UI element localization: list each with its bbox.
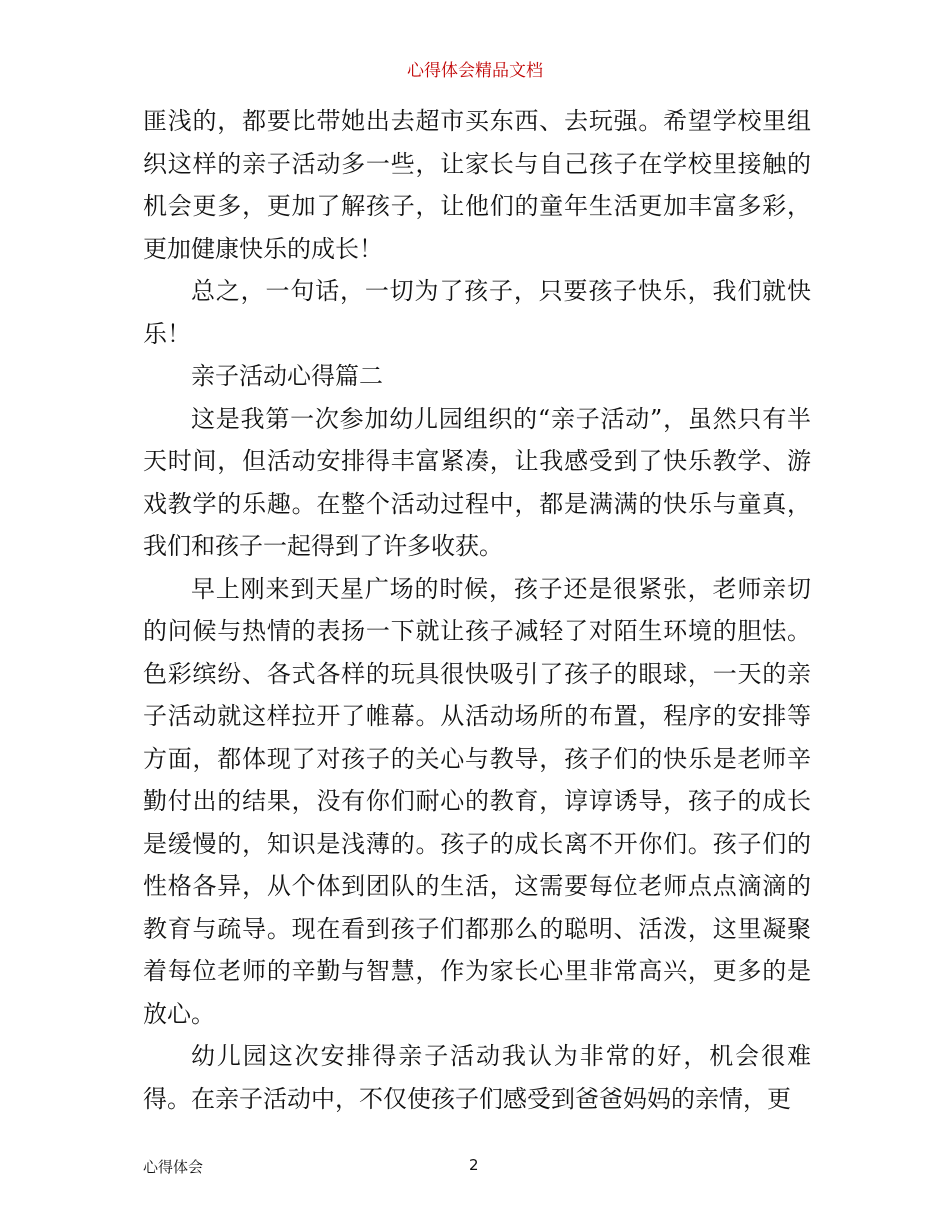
- page-number: 2: [469, 1156, 479, 1174]
- paragraph: 幼儿园这次安排得亲子活动我认为非常的好，机会很难得。在亲子活动中，不仅使孩子们感受到爸爸妈妈的亲情，更: [143, 1042, 811, 1113]
- paragraph: 总之，一句话，一切为了孩子，只要孩子快乐，我们就快乐！: [143, 277, 811, 348]
- paragraph: 匪浅的，都要比带她出去超市买东西、去玩强。希望学校里组织这样的亲子活动多一些，让家长与自己孩子在学校里接触的机会更多，更加了解孩子，让他们的童年生活更加丰富多彩，更加健康快乐的成长！: [143, 107, 811, 263]
- paragraph: 这是我第一次参加幼儿园组织的“亲子活动”，虽然只有半天时间，但活动安排得丰富紧凑，让我感受到了快乐教学、游戏教学的乐趣。在整个活动过程中，都是满满的快乐与童真，我们和孩子一起得到了许多收获。: [143, 404, 811, 560]
- section-heading: 亲子活动心得篇二: [191, 362, 383, 390]
- document-body: [143, 100, 811, 1120]
- page-header-title: 心得体会精品文档: [407, 61, 543, 81]
- footer-label: 心得体会: [143, 1158, 204, 1176]
- paragraph: 早上刚来到天星广场的时候，孩子还是很紧张，老师亲切的问候与热情的表扬一下就让孩子减轻了对陌生环境的胆怯。色彩缤纷、各式各样的玩具很快吸引了孩子的眼球，一天的亲子活动就这样拉开了帷幕。从活动场所的布置，程序的安排等方面，都体现了对孩子的关心与教导，孩子们的快乐是老师辛勤付出的结果，没有你们耐心的教育，谆谆诱导，孩子的成长是缓慢的，知识是浅薄的。孩子的成长离不开你们。孩子们的性格各异，从个体到团队的生活，这需要每位老师点点滴滴的教育与疏导。现在看到孩子们都那么的聪明、活泼，这里凝聚着每位老师的辛勤与智慧，作为家长心里非常高兴，更多的是放心。: [143, 574, 811, 1028]
